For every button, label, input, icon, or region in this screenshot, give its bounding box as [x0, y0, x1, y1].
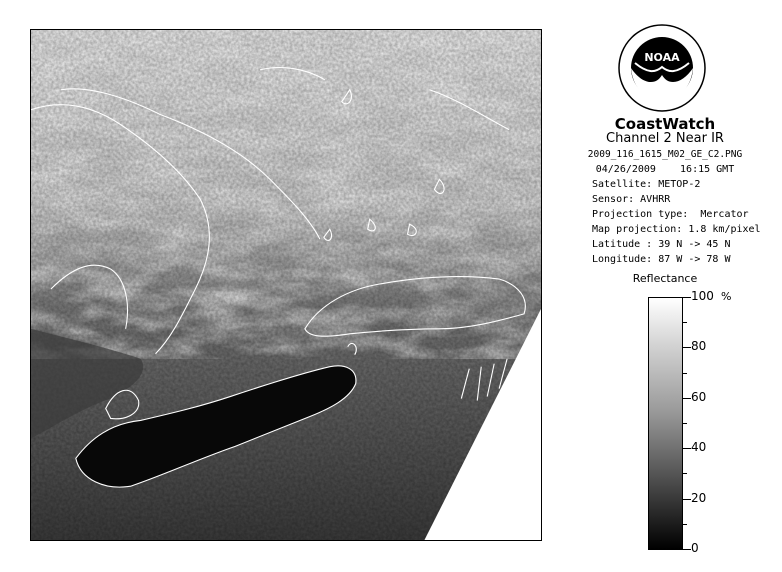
- colorbar-tick: [683, 499, 691, 500]
- noaa-logo-text: NOAA: [644, 51, 680, 64]
- legend-title: Reflectance: [632, 272, 698, 285]
- satellite-line: Satellite: METOP-2: [592, 179, 701, 190]
- colorbar-tick-label: 40: [691, 440, 707, 454]
- colorbar-tick: [683, 297, 691, 298]
- colorbar-minor-tick: [683, 322, 687, 323]
- noaa-logo: [617, 23, 707, 113]
- colorbar-tick: [683, 398, 691, 399]
- reflectance-colorbar: [648, 297, 683, 550]
- colorbar-tick-label: 60: [691, 390, 707, 404]
- metadata-block: [592, 177, 761, 267]
- colorbar-tick-label: 80: [691, 339, 707, 353]
- colorbar-tick: [683, 448, 691, 449]
- sensor-line: Sensor: AVHRR: [592, 194, 671, 205]
- colorbar-minor-tick: [683, 373, 687, 374]
- legend-unit: %: [721, 290, 732, 303]
- colorbar-minor-tick: [683, 524, 687, 525]
- satellite-image: [30, 29, 542, 541]
- channel-subtitle: Channel 2 Near IR: [606, 131, 724, 146]
- filename: 2009_116_1615_M02_GE_C2.PNG: [587, 149, 743, 160]
- projection-type-line: Projection type: Mercator: [592, 209, 749, 220]
- colorbar-tick: [683, 549, 691, 550]
- colorbar-axis: [683, 289, 743, 555]
- colorbar-tick-label: 20: [691, 491, 707, 505]
- satellite-svg: [31, 30, 541, 540]
- colorbar-tick-label: 0: [691, 541, 699, 555]
- colorbar-minor-tick: [683, 423, 687, 424]
- colorbar-minor-tick: [683, 473, 687, 474]
- noaa-logo-svg: [617, 23, 707, 113]
- latitude-line: Latitude : 39 N -> 45 N: [592, 239, 731, 250]
- colorbar-tick: [683, 347, 691, 348]
- longitude-line: Longitude: 87 W -> 78 W: [592, 254, 731, 265]
- map-projection-line: Map projection: 1.8 km/pixel: [592, 224, 761, 235]
- page-title: CoastWatch: [614, 115, 716, 133]
- colorbar-tick-label: 100: [691, 289, 714, 303]
- datetime: 04/26/2009 16:15 GMT: [595, 164, 735, 175]
